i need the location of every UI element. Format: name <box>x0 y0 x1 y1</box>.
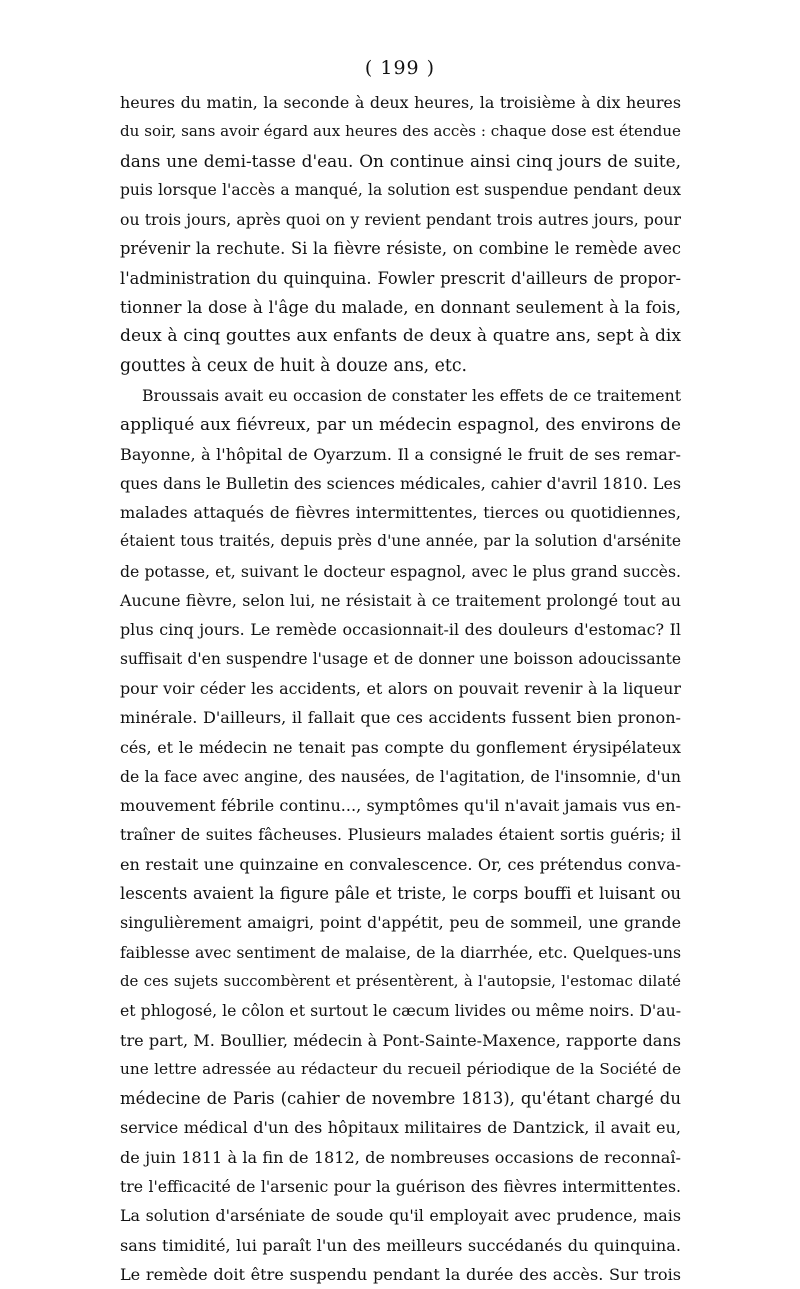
text-line: heures du matin, la seconde à deux heures, la troisième à dix heures <box>120 93 681 112</box>
text-line: dans une demi-tasse d'eau. On continue ainsi cinq jours de suite, <box>120 150 681 171</box>
text-line: étaient tous traités, depuis près d'une année, par la solution d'arsénite <box>120 532 681 551</box>
text-line: deux à cinq gouttes aux enfants de deux à quatre ans, sept à dix <box>120 326 681 347</box>
text-line: malades attaqués de fièvres intermittentes, tierces ou quotidiennes, <box>120 503 681 523</box>
page-number: ( 199 ) <box>364 57 436 79</box>
text-line: une lettre adressée au rédacteur du recueil périodique de la Société de <box>120 1059 681 1078</box>
text-line: singulièrement amaigri, point d'appétit, peu de sommeil, une grande <box>120 913 681 933</box>
text-line: Broussais avait eu occasion de constater les effets de ce traitement <box>142 385 681 405</box>
text-line: appliqué aux fiévreux, par un médecin espagnol, des environs de <box>120 414 681 435</box>
text-line: Aucune fièvre, selon lui, ne résistait à ce traitement prolongé tout au <box>120 591 681 611</box>
text-line: minérale. D'ailleurs, il fallait que ces accidents fussent bien pronon- <box>120 708 681 728</box>
text-line: ou trois jours, après quoi on y revient pendant trois autres jours, pour <box>120 210 681 230</box>
text-line: de ces sujets succombèrent et présentèrent, à l'autopsie, l'estomac dilaté <box>120 971 681 990</box>
text-line: tionner la dose à l'âge du malade, en donnant seulement à la fois, <box>120 297 681 318</box>
text-line: pour voir céder les accidents, et alors on pouvait revenir à la liqueur <box>120 678 681 698</box>
text-line: et phlogosé, le côlon et surtout le cæcum livides ou même noirs. D'au- <box>120 1001 681 1021</box>
text-line: La solution d'arséniate de soude qu'il employait avec prudence, mais <box>120 1206 681 1226</box>
text-line: prévenir la rechute. Si la fièvre résiste, on combine le remède avec <box>120 239 681 259</box>
text-line: l'administration du quinquina. Fowler prescrit d'ailleurs de propor- <box>120 268 681 288</box>
text-line: suffisait d'en suspendre l'usage et de donner une boisson adoucissante <box>120 649 681 668</box>
text-line: du soir, sans avoir égard aux heures des accès : chaque dose est étendue <box>120 122 681 141</box>
text-line: tre l'efficacité de l'arsenic pour la guérison des fièvres intermittentes. <box>120 1176 681 1196</box>
text-line: traîner de suites fâcheuses. Plusieurs malades étaient sortis guéris; il <box>120 825 681 845</box>
text-line: mouvement fébrile continu..., symptômes qu'il n'avait jamais vus en- <box>120 796 681 816</box>
text-line: en restait une quinzaine en convalescence. Or, ces prétendus conva- <box>120 854 681 874</box>
text-line: Bayonne, à l'hôpital de Oyarzum. Il a consigné le fruit de ses remar- <box>120 444 681 464</box>
text-line: lescents avaient la figure pâle et triste, le corps bouffi et luisant ou <box>120 884 681 904</box>
text-line: puis lorsque l'accès a manqué, la solution est suspendue pendant deux <box>120 180 681 199</box>
text-line: de potasse, et, suivant le docteur espagnol, avec le plus grand succès. <box>120 561 681 581</box>
text-line: faiblesse avec sentiment de malaise, de la diarrhée, etc. Quelques-uns <box>120 942 681 962</box>
text-line: ques dans le Bulletin des sciences médicales, cahier d'avril 1810. Les <box>120 473 681 493</box>
text-line: Le remède doit être suspendu pendant la durée des accès. Sur trois <box>120 1264 681 1284</box>
text-line: tre part, M. Boullier, médecin à Pont-Sainte-Maxence, rapporte dans <box>120 1030 681 1050</box>
text-line: service médical d'un des hôpitaux militaires de Dantzick, il avait eu, <box>120 1118 681 1138</box>
text-line: de juin 1811 à la fin de 1812, de nombreuses occasions de reconnaî- <box>120 1147 681 1167</box>
text-line: cés, et le médecin ne tenait pas compte du gonflement érysipélateux <box>120 737 681 757</box>
text-line: de la face avec angine, des nausées, de l'agitation, de l'insomnie, d'un <box>120 766 681 786</box>
body-text <box>120 88 681 1289</box>
text-line: sans timidité, lui paraît l'un des meilleurs succédanés du quinquina. <box>120 1235 681 1255</box>
text-line: plus cinq jours. Le remède occasionnait-il des douleurs d'estomac? Il <box>120 620 681 640</box>
text-line: médecine de Paris (cahier de novembre 1813), qu'étant chargé du <box>120 1089 681 1109</box>
text-line: gouttes à ceux de huit à douze ans, etc. <box>120 355 468 376</box>
